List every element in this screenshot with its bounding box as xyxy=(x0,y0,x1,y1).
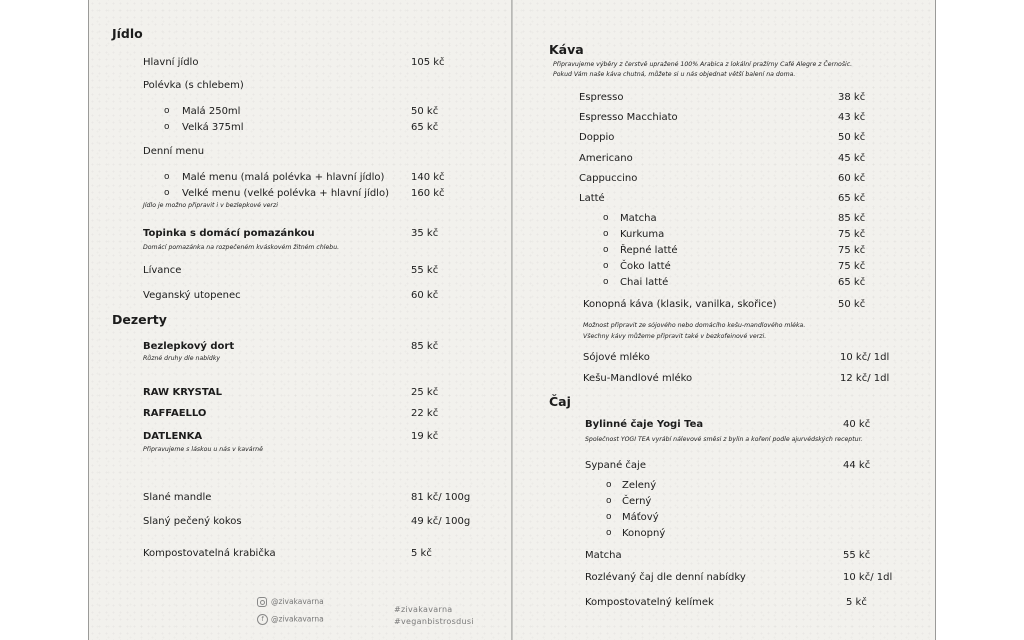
menu-option-price: 75 kč xyxy=(838,245,866,256)
menu-item-price: 35 kč xyxy=(411,228,439,239)
menu-item-price: 60 kč xyxy=(411,290,439,301)
menu-note: Jídlo je možno připravit i v bezlepkové verzi xyxy=(143,202,278,209)
bullet-icon: o xyxy=(606,512,612,522)
menu-note: Možnost připravit ze sójového nebo domácího kešu-mandlového mléka. xyxy=(583,322,806,329)
bullet-icon: o xyxy=(164,188,170,198)
menu-option-name: Matcha xyxy=(620,213,657,224)
instagram-icon xyxy=(257,597,267,607)
facebook-handle: f @zivakavarna xyxy=(257,614,324,625)
section-title-kava: Káva xyxy=(549,42,584,57)
bullet-icon: o xyxy=(164,106,170,116)
menu-item-name: Cappuccino xyxy=(579,173,638,184)
bullet-icon: o xyxy=(606,480,612,490)
menu-note: Pokud Vám naše káva chutná, můžete si u nás objednat větší balení na doma. xyxy=(553,71,796,78)
menu-item-name: Veganský utopenec xyxy=(143,290,241,301)
menu-item-name: Espresso Macchiato xyxy=(579,112,678,123)
menu-option-name: Čoko latté xyxy=(620,261,671,272)
menu-option-name: Malé menu (malá polévka + hlavní jídlo) xyxy=(182,172,385,183)
menu-option-name: Konopný xyxy=(622,528,666,539)
menu-option-name: Kurkuma xyxy=(620,229,665,240)
menu-option-price: 65 kč xyxy=(838,277,866,288)
menu-item-price: 105 kč xyxy=(411,57,445,68)
menu-note: Všechny kávy můžeme připravit také v bezkofeinové verzi. xyxy=(583,333,767,340)
menu-option-price: 50 kč xyxy=(411,106,439,117)
menu-item-name: DATLENKA xyxy=(143,431,203,442)
menu-item-price: 5 kč xyxy=(411,548,432,559)
menu-item-price: 60 kč xyxy=(838,173,866,184)
menu-item-price: 38 kč xyxy=(838,92,866,103)
menu-item-price: 81 kč/ 100g xyxy=(411,492,471,503)
menu-item-name: Espresso xyxy=(579,92,624,103)
bullet-icon: o xyxy=(603,261,609,271)
bullet-icon: o xyxy=(164,122,170,132)
menu-option-price: 140 kč xyxy=(411,172,445,183)
menu-item-name: Kompostovatelný kelímek xyxy=(585,597,714,608)
menu-item-price: 50 kč xyxy=(838,299,866,310)
menu-note: Různé druhy dle nabídky xyxy=(143,355,221,362)
menu-item-price: 10 kč/ 1dl xyxy=(840,352,890,363)
menu-item-price: 65 kč xyxy=(838,193,866,204)
menu-option-name: Máťový xyxy=(622,512,659,523)
menu-item-price: 44 kč xyxy=(843,460,871,471)
menu-option-name: Řepné latté xyxy=(620,245,678,256)
menu-item-price: 85 kč xyxy=(411,341,439,352)
menu-item-price: 55 kč xyxy=(411,265,439,276)
section-title-jidlo: Jídlo xyxy=(112,26,143,41)
menu-option-name: Chai latté xyxy=(620,277,669,288)
menu-note: Připravujeme s láskou u nás v kavárně xyxy=(143,446,263,453)
menu-item-price: 49 kč/ 100g xyxy=(411,516,471,527)
menu-item-name: Hlavní jídlo xyxy=(143,57,199,68)
section-title-caj: Čaj xyxy=(549,394,571,409)
menu-item-name: Lívance xyxy=(143,265,182,276)
menu-option-name: Velká 375ml xyxy=(182,122,244,133)
menu-note: Společnost YOGI TEA vyrábí nálevové směsi z bylin a koření podle ajurvédských receptur. xyxy=(585,436,863,443)
menu-note: Domácí pomazánka na rozpečeném kváskovém žitném chlebu. xyxy=(143,244,340,251)
menu-item-name: Kešu-Mandlové mléko xyxy=(583,373,693,384)
bullet-icon: o xyxy=(603,213,609,223)
menu-item-name: Polévka (s chlebem) xyxy=(143,80,244,91)
menu-item-price: 12 kč/ 1dl xyxy=(840,373,890,384)
menu-item-name: Slané mandle xyxy=(143,492,212,503)
menu-option-name: Černý xyxy=(622,496,652,507)
menu-option-name: Zelený xyxy=(622,480,657,491)
menu-note: Připravujeme výběry z čerstvě upražené 100% Arabica z lokální pražírny Café Alegre z Černošic. xyxy=(553,61,853,68)
menu-item-name: Topinka s domácí pomazánkou xyxy=(143,228,315,239)
menu-item-price: 25 kč xyxy=(411,387,439,398)
menu-item-price: 22 kč xyxy=(411,408,439,419)
menu-item-name: Bylinné čaje Yogi Tea xyxy=(585,419,704,430)
menu-item-name: Slaný pečený kokos xyxy=(143,516,242,527)
bullet-icon: o xyxy=(606,496,612,506)
menu-item-price: 19 kč xyxy=(411,431,439,442)
menu-item-price: 45 kč xyxy=(838,153,866,164)
menu-item-name: Konopná káva (klasik, vanilka, skořice) xyxy=(583,299,777,310)
menu-option-name: Malá 250ml xyxy=(182,106,241,117)
menu-item-price: 50 kč xyxy=(838,132,866,143)
menu-item-name: Americano xyxy=(579,153,633,164)
menu-item-name: RAFFAELLO xyxy=(143,408,207,419)
menu-item-name: Sypané čaje xyxy=(585,460,646,471)
right-menu-page xyxy=(512,0,936,640)
menu-option-price: 65 kč xyxy=(411,122,439,133)
menu-item-name: Matcha xyxy=(585,550,622,561)
left-menu-page xyxy=(88,0,512,640)
menu-option-price: 160 kč xyxy=(411,188,445,199)
menu-item-name: Latté xyxy=(579,193,605,204)
section-title-dezerty: Dezerty xyxy=(112,312,167,327)
menu-option-name: Velké menu (velké polévka + hlavní jídlo) xyxy=(182,188,389,199)
instagram-handle: @zivakavarna xyxy=(257,597,324,607)
menu-option-price: 75 kč xyxy=(838,229,866,240)
menu-item-name: Doppio xyxy=(579,132,615,143)
menu-item-price: 10 kč/ 1dl xyxy=(843,572,893,583)
menu-option-price: 85 kč xyxy=(838,213,866,224)
hashtag: #zivakavarna xyxy=(394,605,453,614)
menu-item-price: 55 kč xyxy=(843,550,871,561)
bullet-icon: o xyxy=(603,277,609,287)
menu-item-name: Kompostovatelná krabička xyxy=(143,548,276,559)
menu-item-price: 40 kč xyxy=(843,419,871,430)
menu-item-name: Denní menu xyxy=(143,146,205,157)
hashtag: #veganbistrosdusi xyxy=(394,617,474,626)
menu-item-price: 43 kč xyxy=(838,112,866,123)
bullet-icon: o xyxy=(164,172,170,182)
menu-item-name: Rozlévaný čaj dle denní nabídky xyxy=(585,572,746,583)
menu-item-price: 5 kč xyxy=(846,597,867,608)
menu-item-name: Sójové mléko xyxy=(583,352,650,363)
bullet-icon: o xyxy=(603,245,609,255)
facebook-icon: f xyxy=(257,614,268,625)
bullet-icon: o xyxy=(606,528,612,538)
menu-option-price: 75 kč xyxy=(838,261,866,272)
menu-item-name: Bezlepkový dort xyxy=(143,341,235,352)
bullet-icon: o xyxy=(603,229,609,239)
menu-item-name: RAW KRYSTAL xyxy=(143,387,223,398)
